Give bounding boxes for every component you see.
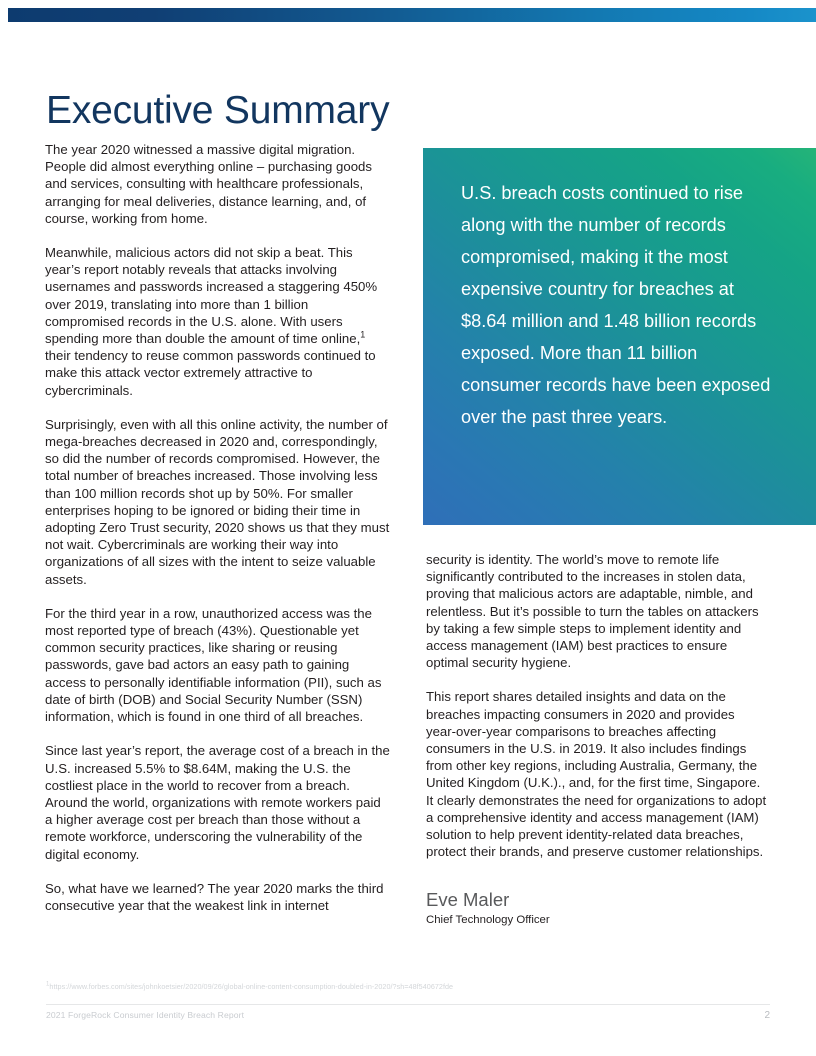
paragraph-5: Since last year’s report, the average cost of a breach in the U.S. increased 5.5% to $8.64M, making the U.S. the costliest place in the world to recover from a breach. Around the world, organizations with remote workers paid a higher average cost per breach than those without a remote workforce, underscoring the vulnerability of the digital economy. bbox=[45, 743, 390, 862]
author-name: Eve Maler bbox=[426, 889, 510, 910]
paragraph-2-tail: their tendency to reuse common passwords continued to make this attack vector extremely attractive to cybercriminals. bbox=[45, 348, 376, 398]
paragraph-8: This report shares detailed insights and data on the breaches impacting consumers in 2020 and provides year-over-year comparisons to breaches affecting consumers in the U.S. in 2019. It also includes findings from other key regions, including Australia, Germany, the United Kingdom (U.K.)., and, for the first time, Singapore. It clearly demonstrates the need for organizations to adopt a comprehensive identity and access management (IAM) solution to help prevent identity-related data breaches, protect their brands, and preserve customer relationships. bbox=[426, 689, 767, 860]
paragraph-3: Surprisingly, even with all this online activity, the number of mega-breaches decreased in 2020 and, correspondingly, so did the number of records compromised. However, the total number of breaches increased. Those involving less than 100 million records shot up by 50%. For smaller enterprises hoping to be ignored or biding their time in adopting Zero Trust security, 2020 shows us that they must not wait. Cybercriminals are working their way into organizations of all sizes with the intent to seize valuable assets. bbox=[45, 416, 390, 587]
page-footer bbox=[46, 1009, 770, 1022]
paragraph-6: So, what have we learned? The year 2020 marks the third consecutive year that the weakest link in internet bbox=[45, 880, 384, 913]
signature-block bbox=[426, 889, 767, 928]
pull-quote-text: U.S. breach costs continued to rise along with the number of records compromised, making it the most expensive country for breaches at $8.64 million and 1.48 billion records exposed. More than 11 billion consumer records have been exposed over the past three years. bbox=[461, 183, 771, 427]
left-text-column bbox=[45, 141, 390, 914]
header-gradient-rule bbox=[8, 8, 816, 22]
pull-quote-callout bbox=[423, 148, 816, 525]
footnote-1 bbox=[46, 982, 453, 992]
paragraph-1: The year 2020 witnessed a massive digital migration. People did almost everything online – purchasing goods and services, consulting with healthcare professionals, arranging for meal deliveries, distance learning, and, of course, working from home. bbox=[45, 142, 372, 226]
right-text-column bbox=[426, 551, 767, 860]
paragraph-2-lead: Meanwhile, malicious actors did not skip a beat. This year’s report notably reveals that attacks involving usernames and passwords increased a staggering 450% over 2019, translating into more than 1 billion compromised records in the U.S. alone. With users spending more than double the amount of time online, bbox=[45, 245, 378, 347]
footnote-marker: 1 bbox=[46, 981, 50, 988]
paragraph-4: For the third year in a row, unauthorized access was the most reported type of breach (43%). Questionable yet common security practices, like sharing or reusing passwords, gave bad actors an easy path to gaining access to personally identifiable information (PII), such as date of birth (DOB) and Social Security Number (SSN) information, which is found in one third of all breaches. bbox=[45, 605, 382, 725]
footer-report-title: 2021 ForgeRock Consumer Identity Breach Report bbox=[46, 1010, 245, 1020]
footer-divider bbox=[46, 1004, 770, 1005]
page-title: Executive Summary bbox=[46, 89, 390, 133]
paragraph-7: security is identity. The world’s move to remote life significantly contributed to the increases in stolen data, proving that malicious actors are adaptable, nimble, and relentless. But it’s possible to turn the tables on attackers by taking a few simple steps to implement identity and access management (IAM) best practices to ensure optimal security hygiene. bbox=[426, 552, 759, 671]
author-title: Chief Technology Officer bbox=[426, 914, 550, 926]
paragraph-2 bbox=[45, 244, 390, 399]
footnote-reference-1: 1 bbox=[360, 329, 366, 340]
footnote-url[interactable]: https://www.forbes.com/sites/johnkoetsier/2020/09/26/global-online-content-consumption-doubled-in-2020/?sh=48f540672fde bbox=[49, 982, 454, 991]
footer-page-number: 2 bbox=[764, 1010, 770, 1021]
